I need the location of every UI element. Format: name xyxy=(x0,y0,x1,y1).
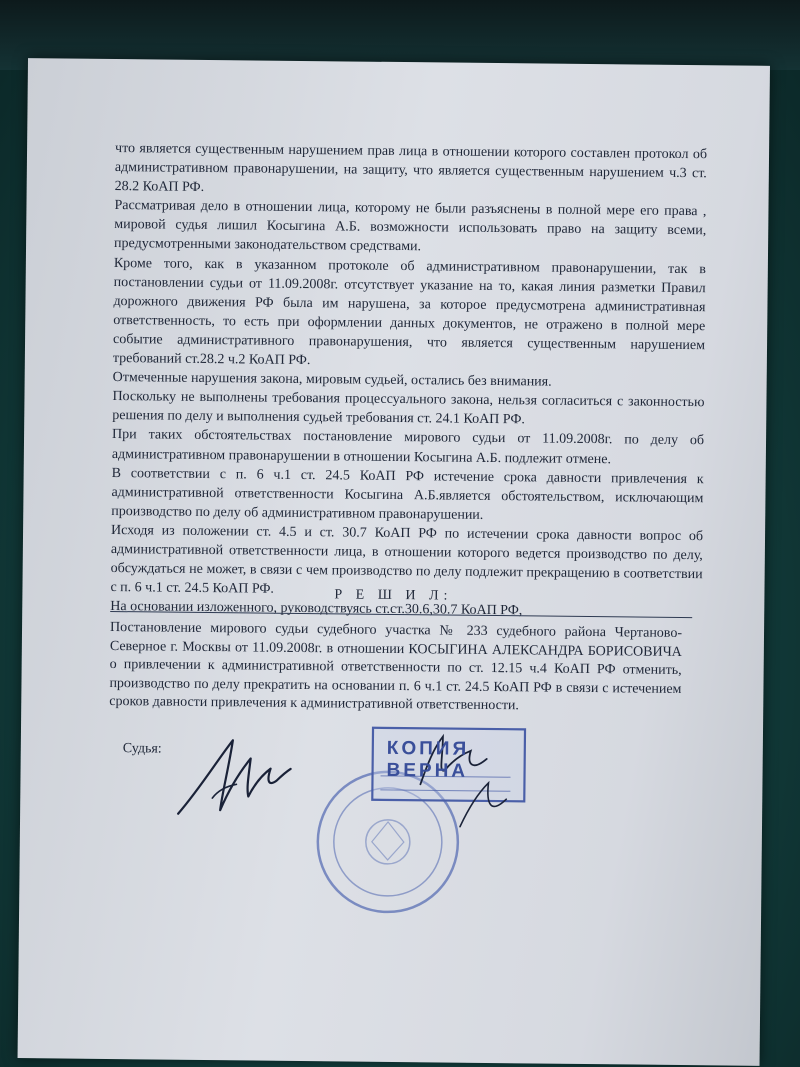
paragraph: При таких обстоятельствах постановление мирового судьи от 11.09.2008г. по делу об административном правонарушении в отношении Косыгина А.Б. подлежит отмене. xyxy=(111,427,705,467)
decision-heading: Р Е Ш И Л: xyxy=(334,587,453,604)
paragraph: Поскольку не выполнены требования процессуального закона, нельзя согласиться с законностью решения по делу и выполнения судьей требования ст. 24.1 КоАП РФ. xyxy=(112,389,705,428)
judge-signature xyxy=(170,728,311,829)
document-body xyxy=(110,139,707,623)
paragraph: Отмеченные нарушения закона, мировым судьей, остались без внимания. xyxy=(112,370,552,390)
document-page xyxy=(18,58,770,1066)
stamp-label: КОПИЯ ВЕРНА xyxy=(386,737,470,782)
paragraph: Кроме того, как в указанном протоколе об административном правонарушении, так в постановлении судьи от 11.09.2008г. отсутствует указание на то, какая линия разметки Правил дорожного движения РФ была им нарушена, за которое предусмотрена административная ответственность, то есть при оформлении данных документов, не отражено в полной мере событие административного правонарушения, что является существенным нарушением требований ст.28.2 ч.2 КоАП РФ. xyxy=(112,255,706,369)
judge-label: Судья: xyxy=(122,741,162,757)
paragraph: В соответствии с п. 6 ч.1 ст. 24.5 КоАП РФ истечение срока давности привлечения к административной ответственности Косыгина А.Б.является обстоятельством, исключающим производство по делу об административном правонарушении. xyxy=(111,465,704,523)
paragraph: На основании изложенного, руководствуясь ст.ст.30.6,30.7 КоАП РФ, xyxy=(110,599,523,619)
paragraph: Исходя из положении ст. 4.5 и ст. 30.7 КоАП РФ по истечении срока давности вопрос об административной ответственности лица, в отношении которого ведется производство по делу, обсуждаться не может, в связи с чем производство по делу подлежит прекращению в соответствии с п. 6 ч.1 ст. 24.5 КоАП РФ. xyxy=(110,522,704,597)
decision-paragraph: Постановление мирового судьи судебного участка № 233 судебного района Чертаново-Северное г. Москвы от 11.09.2008г. в отношении КОСЫГИНА АЛЕКСАНДРА БОРИСОВИЧА о привлечении к административной ответственности по ст. 12.15 ч.4 КоАП РФ отменить, производство по делу прекратить на основании п. 6 ч.1 ст. 24.5 КоАП РФ в связи с истечением сроков давности привлечения к административной ответственности. xyxy=(109,620,683,714)
paragraph: Рассматривая дело в отношении лица, которому не были разъяснены в полной мере его права , мировой судья лишил Косыгина А.Б. возможности использовать право на защиту всеми, предусмотренными законодательством средствами. xyxy=(114,198,707,255)
paragraph: что является существенным нарушением прав лица в отношении которого составлен протокол об административном правонарушении, на защиту, что является существенным нарушением ч.3 ст. 28.2 КоАП РФ. xyxy=(114,141,708,196)
decision-body xyxy=(109,619,682,718)
certification-stamp xyxy=(309,713,541,920)
